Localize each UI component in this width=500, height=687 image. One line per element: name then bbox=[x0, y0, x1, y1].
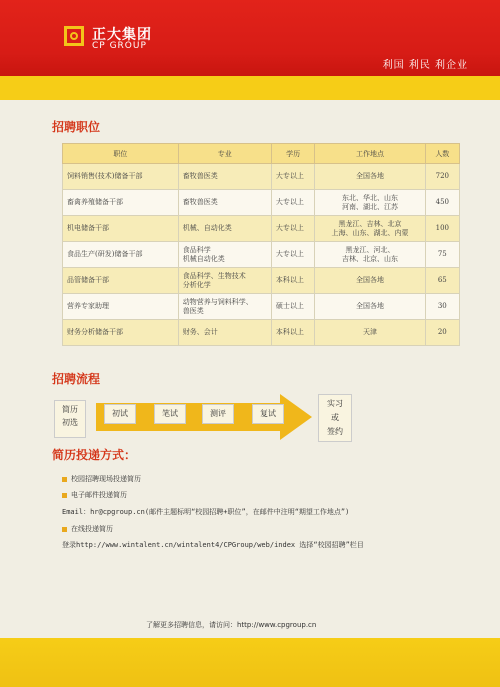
job-degree: 本科以上 bbox=[271, 320, 315, 346]
job-location: 黑龙江、吉林、北京 上海、山东、湖北、内蒙 bbox=[315, 216, 425, 242]
online-instruction: 登录http://www.wintalent.cn/wintalent4/CPGroup/web/index 选择“校园招聘”栏目 bbox=[62, 541, 364, 549]
job-major: 机械、自动化类 bbox=[178, 216, 271, 242]
bullet-square-icon bbox=[62, 477, 67, 482]
resume-section-title: 简历投递方式： bbox=[52, 448, 137, 462]
job-position: 饲料销售(技术)储备干部 bbox=[63, 164, 179, 190]
column-header: 工作地点 bbox=[315, 144, 425, 164]
job-major: 财务、会计 bbox=[178, 320, 271, 346]
job-major: 食品科学 机械自动化类 bbox=[178, 242, 271, 268]
job-degree: 本科以上 bbox=[271, 268, 315, 294]
resume-method-online: 在线投递简历 bbox=[62, 524, 113, 534]
job-major: 畜牧兽医类 bbox=[178, 164, 271, 190]
job-position: 畜禽养殖储备干部 bbox=[63, 190, 179, 216]
slogan: 利国 利民 利企业 bbox=[382, 60, 468, 71]
job-degree: 大专以上 bbox=[271, 216, 315, 242]
job-major: 动物营养与饲料科学、 兽医类 bbox=[178, 294, 271, 320]
job-location: 天津 bbox=[315, 320, 425, 346]
column-header: 人数 bbox=[425, 144, 459, 164]
job-count: 450 bbox=[425, 190, 459, 216]
job-position: 食品生产(研发)储备干部 bbox=[63, 242, 179, 268]
job-major: 畜牧兽医类 bbox=[178, 190, 271, 216]
column-header: 专业 bbox=[178, 144, 271, 164]
job-location: 全国各地 bbox=[315, 294, 425, 320]
job-count: 30 bbox=[425, 294, 459, 320]
company-name-en: CP GROUP bbox=[92, 41, 147, 51]
process-step: 初试 bbox=[104, 404, 136, 424]
bullet-square-icon bbox=[62, 493, 67, 498]
job-degree: 大专以上 bbox=[271, 190, 315, 216]
job-position: 财务分析储备干部 bbox=[63, 320, 179, 346]
process-step: 测评 bbox=[202, 404, 234, 424]
job-major: 食品科学、生物技术 分析化学 bbox=[178, 268, 271, 294]
bullet-square-icon bbox=[62, 527, 67, 532]
job-location: 东北、华北、山东 河南、湖北、江苏 bbox=[315, 190, 425, 216]
resume-method-email: 电子邮件投递简历 bbox=[62, 490, 127, 500]
process-start: 简历 初选 bbox=[54, 400, 86, 438]
footer-yellow-band bbox=[0, 638, 500, 687]
company-name-cn: 正大集团 bbox=[92, 27, 152, 43]
process-step: 复试 bbox=[252, 404, 284, 424]
job-position: 品管储备干部 bbox=[63, 268, 179, 294]
column-header: 职位 bbox=[63, 144, 179, 164]
job-degree: 大专以上 bbox=[271, 164, 315, 190]
process-section-title: 招聘流程 bbox=[52, 372, 101, 386]
footer-link-text: 了解更多招聘信息，请访问：http://www.cpgroup.cn bbox=[146, 621, 317, 629]
email-instruction: Email：hr@cpgroup.cn(邮件主题标明“校园招聘+职位”，在邮件中注明“期望工作地点”) bbox=[62, 508, 350, 516]
job-degree: 大专以上 bbox=[271, 242, 315, 268]
job-location: 全国各地 bbox=[315, 268, 425, 294]
job-count: 100 bbox=[425, 216, 459, 242]
job-count: 20 bbox=[425, 320, 459, 346]
column-header: 学历 bbox=[271, 144, 315, 164]
jobs-section-title: 招聘职位 bbox=[52, 120, 101, 134]
job-position: 机电储备干部 bbox=[63, 216, 179, 242]
job-degree: 硕士以上 bbox=[271, 294, 315, 320]
job-count: 65 bbox=[425, 268, 459, 294]
process-step: 笔试 bbox=[154, 404, 186, 424]
job-location: 黑龙江、河北、 吉林、北京、山东 bbox=[315, 242, 425, 268]
process-end: 实习 或 签约 bbox=[318, 394, 352, 442]
job-position: 营养专家助理 bbox=[63, 294, 179, 320]
job-count: 720 bbox=[425, 164, 459, 190]
job-location: 全国各地 bbox=[315, 164, 425, 190]
job-count: 75 bbox=[425, 242, 459, 268]
resume-method-onsite: 校园招聘现场投递简历 bbox=[62, 474, 141, 484]
